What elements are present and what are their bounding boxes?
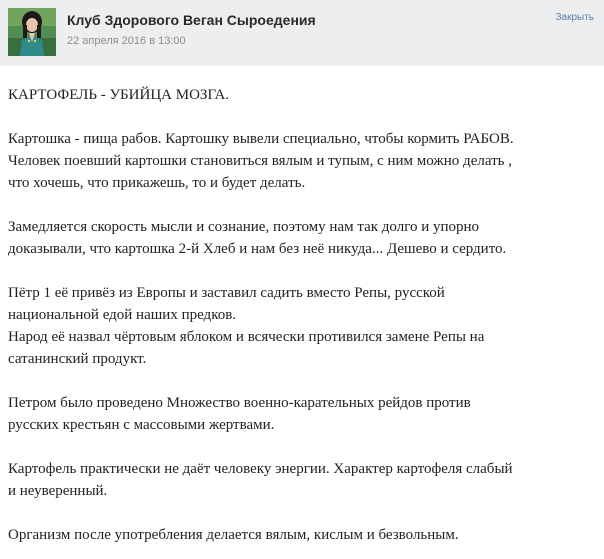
post-line: Народ её назвал чёртовым яблоком и всячески противился замене Репы на [8, 329, 485, 345]
post-line: сатанинский продукт. [8, 351, 147, 367]
post-line: доказывали, что картошка 2-й Хлеб и нам без неё никуда... Дешево и сердито. [8, 241, 507, 257]
post-line: Картофель практически не даёт человеку энергии. Характер картофеля слабый [8, 461, 513, 477]
post-header [0, 0, 604, 66]
group-name-link[interactable]: Клуб Здорового Веган Сыроедения [67, 12, 316, 28]
post-date[interactable]: 22 апреля 2016 в 13:00 [67, 35, 186, 47]
close-button[interactable]: Закрыть [555, 12, 594, 23]
post-line: что хочешь, что прикажешь, то и будет делать. [8, 175, 306, 191]
post-title: КАРТОФЕЛЬ - УБИЙЦА МОЗГА. [8, 87, 230, 103]
post-line: Организм после употребления делается вялым, кислым и безвольным. [8, 527, 459, 543]
post-line: и неуверенный. [8, 483, 108, 499]
post-line: национальной едой наших предков. [8, 307, 237, 323]
post-line: Петром было проведено Множество военно-карательных рейдов против [8, 395, 471, 411]
avatar-photo-icon [8, 8, 56, 56]
avatar[interactable] [8, 8, 56, 56]
post-line: Человек поевший картошки становиться вялым и тупым, с ним можно делать , [8, 153, 513, 169]
post-line: Пётр 1 её привёз из Европы и заставил садить вместо Репы, русской [8, 285, 445, 301]
post-line: русских крестьян с массовыми жертвами. [8, 417, 275, 433]
post-line: Картошка - пища рабов. Картошку вывели специально, чтобы кормить РАБОВ. [8, 131, 514, 147]
post-line: Замедляется скорость мысли и сознание, поэтому нам так долго и упорно [8, 219, 480, 235]
post-text [8, 84, 598, 546]
